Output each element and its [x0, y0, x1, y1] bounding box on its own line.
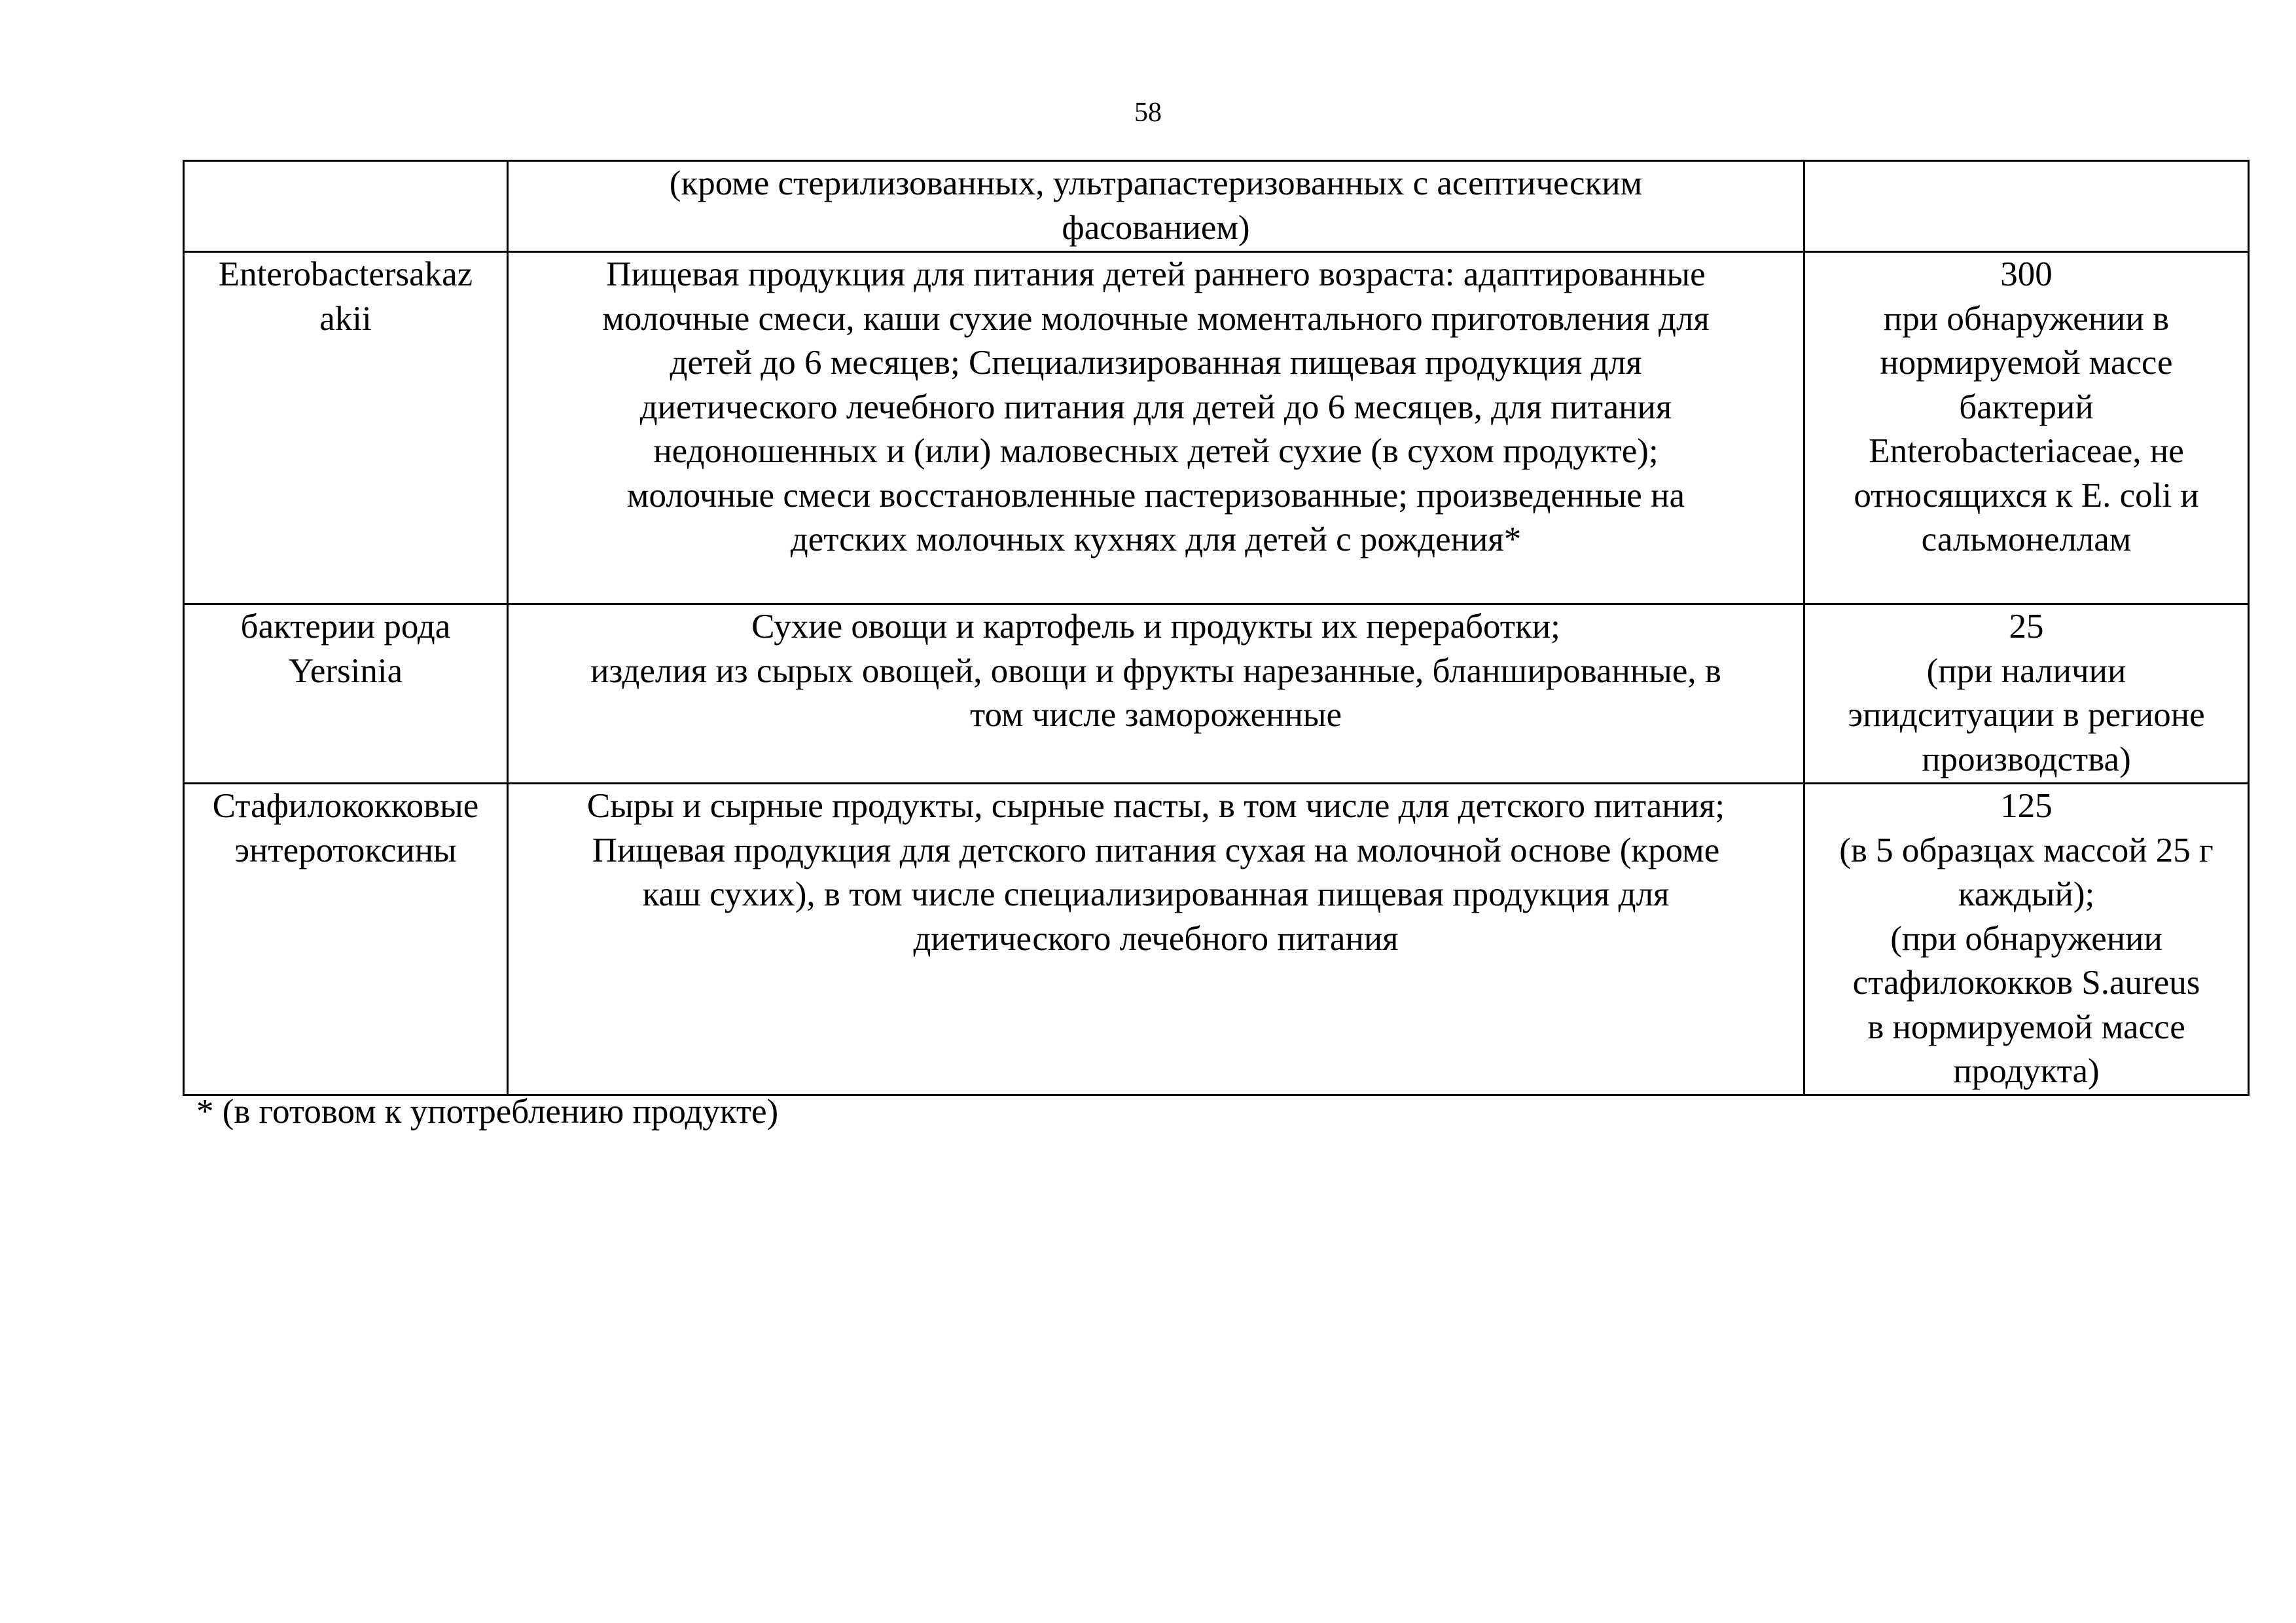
products-cell: Пищевая продукция для питания детей раннего возраста: адаптированные молочные смеси, каши сухие молочные моментального приготовления для детей до 6 месяцев; Специализированная пищевая продукция для диетического лечебного питания для детей до 6 месяцев, для питания недоношенных и (или) маловесных детей сухие (в сухом продукте); молочные смеси восстановленные пастеризованные; произведенные на детских молочных кухнях для детей с рождения* — [508, 252, 1804, 604]
norm-cell — [1804, 161, 2249, 252]
indicator-cell: Enterobactersakaz akii — [184, 252, 508, 604]
indicator-cell: Стафилококковые энтеротоксины — [184, 784, 508, 1095]
products-cell: Сухие овощи и картофель и продукты их переработки; изделия из сырых овощей, овощи и фрукты нарезанные, бланшированные, в том числе замороженные — [508, 604, 1804, 784]
microbiology-norms-table — [183, 160, 2250, 1096]
table-row — [184, 252, 2249, 604]
indicator-cell: бактерии рода Yersinia — [184, 604, 508, 784]
norm-cell: 300 при обнаружении в нормируемой массе бактерий Enterobacteriaceae, не относящихся к E. coli и сальмонеллам — [1804, 252, 2249, 604]
norm-cell: 25 (при наличии эпидситуации в регионе производства) — [1804, 604, 2249, 784]
products-cell: (кроме стерилизованных, ультрапастеризованных с асептическим фасованием) — [508, 161, 1804, 252]
norm-cell: 125 (в 5 образцах массой 25 г каждый); (при обнаружении стафилококков S.aureus в нормируемой массе продукта) — [1804, 784, 2249, 1095]
page-number: 58 — [1134, 98, 1162, 128]
products-cell: Сыры и сырные продукты, сырные пасты, в том числе для детского питания; Пищевая продукция для детского питания сухая на молочной основе (кроме каш сухих), в том числе специализированная пищевая продукция для диетического лечебного питания — [508, 784, 1804, 1095]
footnote: * (в готовом к употреблению продукте) — [196, 1093, 779, 1131]
table-row — [184, 784, 2249, 1095]
table-row — [184, 161, 2249, 252]
indicator-cell — [184, 161, 508, 252]
table-row — [184, 604, 2249, 784]
